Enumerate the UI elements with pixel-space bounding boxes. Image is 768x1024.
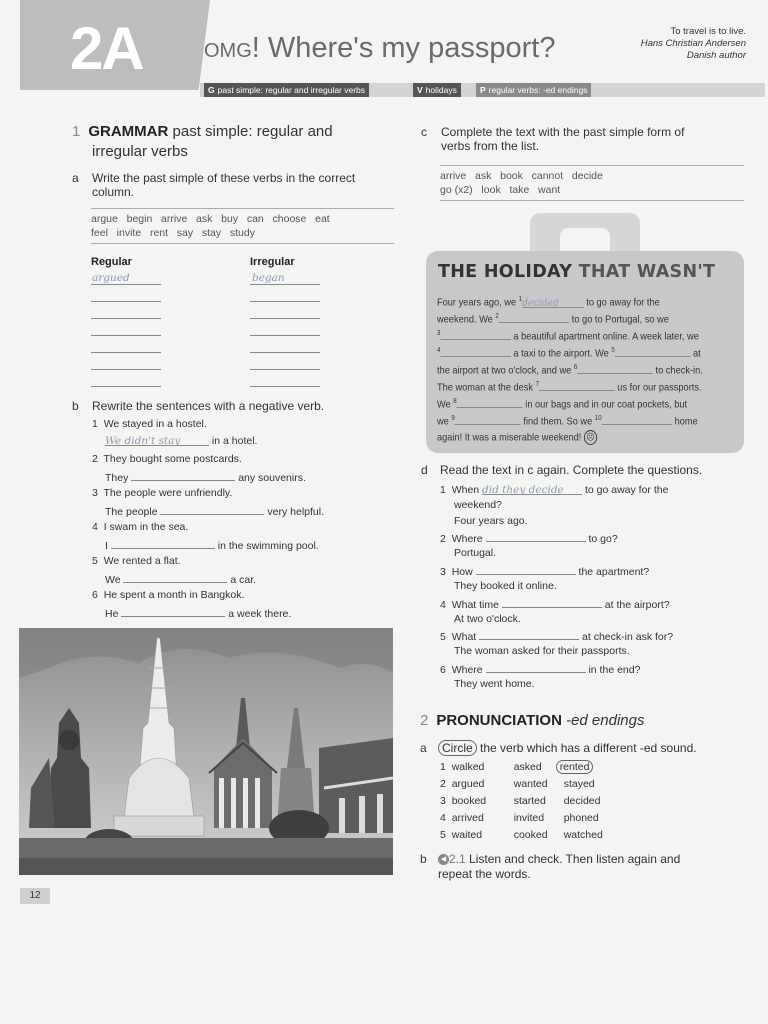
list-item: 3 The people were unfriendly. (92, 487, 233, 499)
blank[interactable] (123, 572, 227, 583)
irregular-line[interactable] (250, 352, 320, 353)
list-item: 5 We rented a flat. (92, 555, 181, 567)
blank[interactable] (455, 414, 521, 425)
title-prefix: OMG (204, 40, 252, 62)
word-option[interactable]: walked (451, 761, 485, 773)
regular-line[interactable] (91, 301, 161, 302)
blank[interactable] (499, 312, 569, 323)
exercise-letter-c: c (421, 125, 427, 139)
regular-example: argued (92, 272, 130, 284)
blank[interactable] (486, 531, 586, 542)
audio-icon[interactable]: ◀ (438, 854, 449, 865)
tag-grammar: G past simple: regular and irregular verbs (204, 83, 369, 97)
word-box-a (91, 208, 394, 244)
blank[interactable] (131, 470, 235, 481)
instruction-c-2: verbs from the list. (441, 139, 540, 153)
answer-written[interactable]: decided (522, 297, 584, 308)
answer-text: They booked it online. (454, 580, 557, 592)
word-option[interactable]: booked (451, 795, 487, 807)
temple-illustration (19, 628, 393, 875)
answer-text: The woman asked for their passports. (454, 645, 630, 657)
answer-text: At two o'clock. (454, 613, 521, 625)
answer-line[interactable]: We a car. (105, 574, 257, 586)
word-option[interactable]: invited (513, 812, 545, 824)
list-item: 6 He spent a month in Bangkok. (92, 589, 245, 601)
irregular-example: began (252, 272, 285, 284)
question-continuation: weekend? (454, 499, 502, 511)
word-option[interactable]: arrived (451, 812, 484, 824)
exercise-letter-b: b (72, 399, 79, 413)
word-list-line2: go (x2) look take want (440, 184, 561, 196)
irregular-line[interactable] (250, 318, 320, 319)
irregular-line[interactable] (250, 369, 320, 370)
word-row: 3 booked started decided (440, 795, 601, 807)
word-option[interactable]: wanted (513, 778, 548, 790)
text-line-4: $^4$ a taxi to the airport. We $^5$ at (437, 347, 701, 360)
grammar-heading: 1 GRAMMAR past simple: regular and (72, 123, 333, 140)
grammar-heading-line2: irregular verbs (92, 143, 188, 160)
sad-face-icon: ☹ (584, 430, 597, 445)
list-item: 2 They bought some postcards. (92, 453, 242, 465)
quote-text: To travel is to live. (670, 26, 746, 37)
question-item: 2 Where to go? (440, 533, 618, 545)
blank[interactable] (160, 504, 264, 515)
exercise-letter-a: a (420, 741, 427, 755)
regular-line[interactable] (91, 386, 161, 387)
word-option[interactable]: started (513, 795, 546, 807)
list-item: 4 I swam in the sea. (92, 521, 189, 533)
text-line-6: The woman at the desk $^7$ us for our passports. (437, 381, 702, 394)
answer-written[interactable]: We didn't stay (105, 435, 209, 446)
text-line-9: again! It was a miserable weekend! ☹ (437, 430, 597, 445)
answer-written[interactable]: did they decide (482, 484, 582, 495)
tag-vocabulary: V holidays (413, 83, 461, 97)
irregular-line[interactable] (250, 386, 320, 387)
exercise-letter-a: a (72, 171, 79, 185)
instruction-b: Rewrite the sentences with a negative verb. (92, 399, 325, 413)
instruction-a-1: Write the past simple of these verbs in the correct (92, 171, 356, 185)
regular-line[interactable] (91, 318, 161, 319)
irregular-line[interactable] (250, 284, 320, 285)
text-line-8: we $^9$ find them. So we $^{10}$ home (437, 415, 698, 428)
word-option[interactable]: stayed (563, 778, 595, 790)
regular-line[interactable] (91, 284, 161, 285)
instruction-pron-b: ◀ 2.1 Listen and check. Then listen again and (438, 852, 680, 867)
word-option[interactable]: watched (563, 829, 603, 841)
word-option[interactable]: asked (513, 761, 542, 773)
exercise-letter-b: b (420, 852, 427, 866)
text-line-7: We $^8$ in our bags and in our coat pockets, but (437, 398, 688, 411)
instruction-d: Read the text in c again. Complete the questions. (440, 463, 703, 477)
blank[interactable] (121, 606, 225, 617)
blank[interactable] (502, 597, 602, 608)
page-title (204, 30, 555, 69)
blank[interactable] (440, 329, 510, 340)
page-number: 12 (20, 888, 50, 904)
circle-word: Circle (438, 740, 477, 756)
list-item: 1 We stayed in a hostel. (92, 418, 207, 430)
temple-photo (19, 628, 393, 875)
text-line-1: Four years ago, we $^1$decided to go away for the (437, 296, 660, 309)
blank[interactable] (602, 414, 672, 425)
quote-author: Hans Christian Andersen (640, 38, 746, 49)
answer-text: They went home. (454, 678, 535, 690)
unit-number: 2A (70, 15, 143, 82)
blank[interactable] (457, 397, 523, 408)
text-line-2: weekend. We $^2$ to go to Portugal, so we (437, 313, 669, 326)
quote (641, 26, 746, 62)
word-option[interactable]: decided (563, 795, 601, 807)
question-item: 1 When did they decide to go away for the (440, 484, 669, 496)
irregular-line[interactable] (250, 301, 320, 302)
answer-line[interactable]: We didn't stay in a hotel. (105, 435, 258, 447)
blank[interactable] (539, 380, 615, 391)
word-list-line2: feel invite rent say stay study (91, 227, 255, 239)
word-option[interactable]: cooked (513, 829, 548, 841)
word-row: 5 waited cooked watched (440, 829, 603, 841)
title-rest: ! Where's my passport? (251, 32, 556, 64)
word-option-circled[interactable]: rented (556, 760, 594, 774)
blank[interactable] (577, 363, 653, 374)
answer-line[interactable]: I in the swimming pool. (105, 540, 319, 552)
word-box-c (440, 165, 744, 201)
word-row: 2 argued wanted stayed (440, 778, 595, 790)
answer-line[interactable]: He a week there. (105, 608, 292, 620)
answer-text: Four years ago. (454, 515, 528, 527)
word-list-line1: argue begin arrive ask buy can choose eat (91, 213, 330, 225)
instruction-c-1: Complete the text with the past simple form of (441, 125, 685, 139)
word-option[interactable]: waited (451, 829, 483, 841)
answer-text: Portugal. (454, 547, 497, 559)
instruction-pron-a: Circle the verb which has a different -ed sound. (438, 741, 697, 756)
answer-line[interactable]: The people very helpful. (105, 506, 325, 518)
question-item: 4 What time at the airport? (440, 599, 670, 611)
tag-bar (200, 83, 765, 97)
instruction-a-2: column. (92, 185, 135, 199)
word-row: 1 walked asked rented (440, 761, 593, 774)
exercise-letter-d: d (421, 463, 428, 477)
regular-line[interactable] (91, 352, 161, 353)
blank[interactable] (479, 629, 579, 640)
regular-line[interactable] (91, 369, 161, 370)
pronunciation-heading: 2 PRONUNCIATION -ed endings (420, 712, 645, 729)
regular-column-head: Regular (91, 256, 132, 268)
irregular-column-head: Irregular (250, 256, 295, 268)
irregular-line[interactable] (250, 335, 320, 336)
blank[interactable] (476, 564, 576, 575)
blank[interactable] (615, 346, 691, 357)
word-option[interactable]: argued (451, 778, 485, 790)
blank[interactable] (486, 662, 586, 673)
instruction-pron-b-2: repeat the words. (438, 867, 531, 881)
answer-line[interactable]: They any souvenirs. (105, 472, 306, 484)
word-option[interactable]: phoned (563, 812, 599, 824)
question-item: 5 What at check-in ask for? (440, 631, 674, 643)
question-item: 3 How the apartment? (440, 566, 650, 578)
text-line-3: $^3$ a beautiful apartment online. A week later, we (437, 330, 699, 343)
word-list-line1: arrive ask book cannot decide (440, 170, 603, 182)
question-item: 6 Where in the end? (440, 664, 641, 676)
tag-pronunciation: P regular verbs: -ed endings (476, 83, 591, 97)
quote-author-desc: Danish author (686, 50, 746, 61)
blank[interactable] (111, 538, 215, 549)
text-line-5: the airport at two o'clock, and we $^6$ to check-in. (437, 364, 703, 377)
blank[interactable] (440, 346, 510, 357)
holiday-title: THE HOLIDAY THAT WASN'T (438, 262, 716, 282)
word-row: 4 arrived invited phoned (440, 812, 599, 824)
regular-line[interactable] (91, 335, 161, 336)
